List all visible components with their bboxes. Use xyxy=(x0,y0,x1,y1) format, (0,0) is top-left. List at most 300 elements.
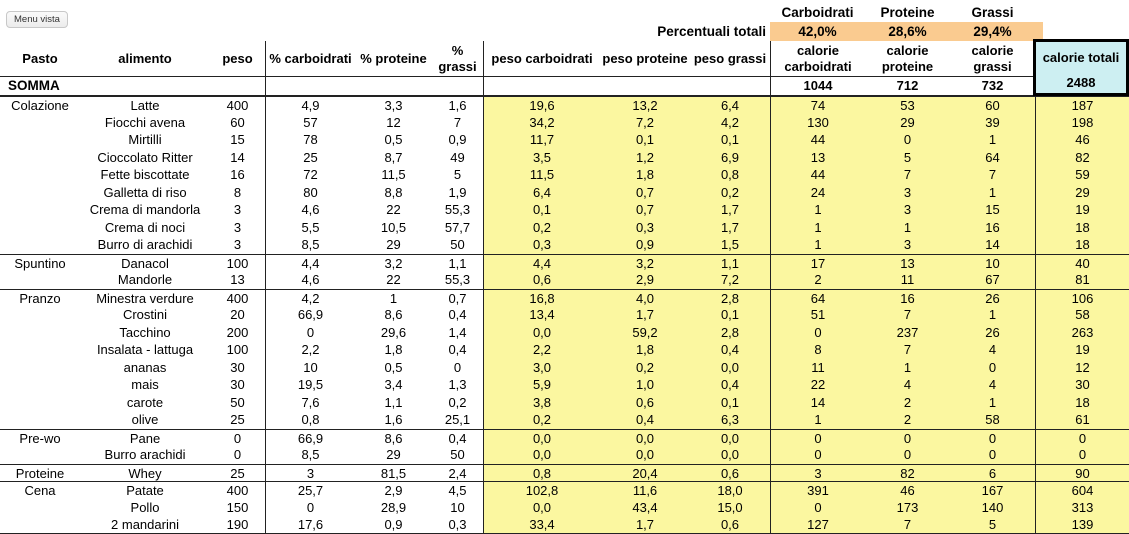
cell-r9-calorie-totali[interactable]: 18 xyxy=(1035,236,1129,254)
cell-r9-peso-grassi[interactable]: 1,5 xyxy=(690,236,770,254)
cell-r11-peso-proteine[interactable]: 2,9 xyxy=(600,271,690,289)
cell-r22-pct-carboidrati[interactable]: 3 xyxy=(265,464,355,482)
cell-r22-peso[interactable]: 25 xyxy=(210,464,265,482)
cell-r2-alimento[interactable]: Fiocchi avena xyxy=(104,114,186,130)
cell-r5-pct-carboidrati[interactable]: 72 xyxy=(265,166,355,184)
cell-r1-peso-grassi[interactable]: 6,4 xyxy=(690,96,770,114)
cell-r18-pasto[interactable] xyxy=(0,394,80,412)
cell-r18-pct-proteine[interactable]: 1,1 xyxy=(384,394,403,410)
cell-r18-pct-grassi[interactable]: 0,2 xyxy=(448,394,467,410)
cell-r7-peso-proteine[interactable]: 0,7 xyxy=(600,201,690,219)
cell-r15-calorie-proteine[interactable]: 7 xyxy=(865,341,950,359)
somma-calorie-carboidrati[interactable]: 1044 xyxy=(770,77,865,96)
cell-r20-pasto[interactable]: Pre-wo xyxy=(0,429,80,447)
cell-r12-pct-proteine[interactable]: 1 xyxy=(355,289,432,307)
cell-r16-pasto[interactable] xyxy=(0,359,80,377)
cell-r22-pct-proteine[interactable]: 81,5 xyxy=(355,464,432,482)
cell-r14-pct-grassi[interactable]: 1,4 xyxy=(448,324,467,340)
cell-r3-calorie-totali[interactable]: 46 xyxy=(1035,131,1129,149)
cell-r13-pct-grassi[interactable]: 0,4 xyxy=(448,307,467,323)
col-header-peso[interactable]: peso xyxy=(210,41,265,77)
cell-r11-pct-grassi[interactable]: 55,3 xyxy=(444,272,471,288)
cell-r5-pasto[interactable] xyxy=(0,166,80,184)
somma-calorie-proteine[interactable]: 712 xyxy=(865,77,950,96)
cell-r21-pct-grassi[interactable]: 50 xyxy=(450,447,465,463)
col-header-pct-carboidrati[interactable]: % carboidrati xyxy=(265,41,355,77)
cell-r21-pct-proteine[interactable]: 29 xyxy=(386,447,401,463)
cell-r8-calorie-proteine[interactable]: 1 xyxy=(865,219,950,237)
cell-r12-calorie-totali[interactable]: 106 xyxy=(1035,289,1129,307)
col-header-peso-proteine[interactable]: peso proteine xyxy=(600,41,690,77)
cell-r2-peso-carboidrati[interactable]: 34,2 xyxy=(483,114,600,132)
cell-r20-alimento[interactable]: Pane xyxy=(80,429,210,447)
cell-r5-pct-proteine[interactable]: 11,5 xyxy=(381,167,406,183)
cell-r23-peso-carboidrati[interactable]: 102,8 xyxy=(483,481,600,499)
cell-r11-pct-carboidrati[interactable]: 4,6 xyxy=(265,271,355,289)
cell-r17-peso-grassi[interactable]: 0,4 xyxy=(690,376,770,394)
cell-r2-pct-carboidrati[interactable]: 57 xyxy=(265,114,355,132)
cell-r12-calorie-grassi[interactable]: 26 xyxy=(950,289,1035,307)
cell-r13-pct-carboidrati[interactable]: 66,9 xyxy=(265,306,355,324)
cell-r14-pct-proteine[interactable]: 29,6 xyxy=(380,324,407,340)
cell-r8-pct-grassi[interactable]: 57,7 xyxy=(444,219,471,235)
cell-r9-calorie-grassi[interactable]: 14 xyxy=(950,236,1035,254)
cell-r21-peso-grassi[interactable]: 0,0 xyxy=(690,446,770,464)
cell-r12-pct-carboidrati[interactable]: 4,2 xyxy=(265,289,355,307)
cell-r5-peso-proteine[interactable]: 1,8 xyxy=(600,166,690,184)
cell-r10-pasto[interactable]: Spuntino xyxy=(0,254,80,272)
cell-r15-pasto[interactable] xyxy=(0,341,80,359)
cell-r2-pct-grassi[interactable]: 7 xyxy=(453,114,462,130)
cell-r10-pct-proteine[interactable]: 3,2 xyxy=(355,254,432,272)
cell-r7-calorie-grassi[interactable]: 15 xyxy=(950,201,1035,219)
cell-r9-pct-grassi[interactable]: 50 xyxy=(450,237,465,253)
col-header-pasto[interactable]: Pasto xyxy=(0,41,80,77)
cell-r23-pct-carboidrati[interactable]: 25,7 xyxy=(265,481,355,499)
cell-r13-peso-proteine[interactable]: 1,7 xyxy=(600,306,690,324)
cell-r18-calorie-totali[interactable]: 18 xyxy=(1035,394,1129,412)
cell-r14-pct-carboidrati[interactable]: 0 xyxy=(265,324,355,342)
cell-r23-calorie-totali[interactable]: 604 xyxy=(1035,481,1129,499)
cell-r11-peso-carboidrati[interactable]: 0,6 xyxy=(483,271,600,289)
cell-r1-peso-proteine[interactable]: 13,2 xyxy=(600,96,690,114)
cell-r18-calorie-proteine[interactable]: 2 xyxy=(865,394,950,412)
cell-r11-calorie-totali[interactable]: 81 xyxy=(1035,271,1129,289)
cell-r11-pasto[interactable] xyxy=(0,271,80,289)
cell-r8-peso-grassi[interactable]: 1,7 xyxy=(690,219,770,237)
cell-r20-peso-proteine[interactable]: 0,0 xyxy=(600,429,690,447)
cell-r11-peso-grassi[interactable]: 7,2 xyxy=(690,271,770,289)
cell-r15-pct-proteine[interactable]: 1,8 xyxy=(384,342,403,358)
cell-r9-pct-carboidrati[interactable]: 8,5 xyxy=(265,236,355,254)
cell-r22-calorie-carboidrati[interactable]: 3 xyxy=(770,464,865,482)
cell-r4-peso-carboidrati[interactable]: 3,5 xyxy=(483,149,600,167)
cell-r6-calorie-proteine[interactable]: 3 xyxy=(865,184,950,202)
cell-r22-alimento[interactable]: Whey xyxy=(80,464,210,482)
cell-r14-pasto[interactable] xyxy=(0,324,80,342)
cell-r2-pasto[interactable] xyxy=(0,114,80,132)
cell-r21-alimento[interactable]: Burro arachidi xyxy=(104,447,186,463)
cell-r25-alimento[interactable]: 2 mandarini xyxy=(80,516,210,534)
cell-r10-pct-carboidrati[interactable]: 4,4 xyxy=(265,254,355,272)
cell-r21-pasto[interactable] xyxy=(0,446,80,464)
cell-r18-peso-carboidrati[interactable]: 3,8 xyxy=(483,394,600,412)
cell-r17-peso-carboidrati[interactable]: 5,9 xyxy=(483,376,600,394)
cell-r10-calorie-carboidrati[interactable]: 17 xyxy=(770,254,865,272)
cell-r19-calorie-totali[interactable]: 61 xyxy=(1035,411,1129,429)
cell-r2-peso[interactable]: 60 xyxy=(230,114,245,130)
cell-r14-calorie-carboidrati[interactable]: 0 xyxy=(770,324,865,342)
cell-r4-calorie-totali[interactable]: 82 xyxy=(1035,149,1129,167)
cell-r10-peso-grassi[interactable]: 1,1 xyxy=(690,254,770,272)
cell-r11-calorie-carboidrati[interactable]: 2 xyxy=(770,271,865,289)
cell-r6-calorie-totali[interactable]: 29 xyxy=(1035,184,1129,202)
cell-r16-pct-grassi[interactable]: 0 xyxy=(453,359,462,375)
cell-r12-alimento[interactable]: Minestra verdure xyxy=(80,289,210,307)
cell-r18-calorie-grassi[interactable]: 1 xyxy=(950,394,1035,412)
cell-r11-pct-proteine[interactable]: 22 xyxy=(386,272,401,288)
cell-r5-peso-grassi[interactable]: 0,8 xyxy=(690,166,770,184)
cell-r22-peso-carboidrati[interactable]: 0,8 xyxy=(483,464,600,482)
cell-r1-peso-carboidrati[interactable]: 19,6 xyxy=(483,96,600,114)
cell-r25-peso-carboidrati[interactable]: 33,4 xyxy=(483,516,600,534)
cell-r7-pct-carboidrati[interactable]: 4,6 xyxy=(265,201,355,219)
cell-r16-peso[interactable]: 30 xyxy=(230,359,245,375)
cell-r3-calorie-proteine[interactable]: 0 xyxy=(865,131,950,149)
cell-r22-pct-grassi[interactable]: 2,4 xyxy=(432,464,483,482)
cell-r18-alimento[interactable]: carote xyxy=(126,394,164,410)
cell-r23-alimento[interactable]: Patate xyxy=(80,481,210,499)
cell-r18-pct-carboidrati[interactable]: 7,6 xyxy=(265,394,355,412)
cell-r18-peso-grassi[interactable]: 0,1 xyxy=(690,394,770,412)
cell-r19-alimento[interactable]: olive xyxy=(131,412,159,428)
cell-r1-calorie-grassi[interactable]: 60 xyxy=(950,96,1035,114)
cell-r20-calorie-totali[interactable]: 0 xyxy=(1035,429,1129,447)
cell-r7-peso[interactable]: 3 xyxy=(233,202,242,218)
cell-r13-peso-grassi[interactable]: 0,1 xyxy=(690,306,770,324)
cell-r2-peso-grassi[interactable]: 4,2 xyxy=(690,114,770,132)
cell-r23-peso[interactable]: 400 xyxy=(210,481,265,499)
cell-r9-alimento[interactable]: Burro di arachidi xyxy=(97,237,193,253)
cell-r23-pasto[interactable]: Cena xyxy=(0,481,80,499)
cell-r24-calorie-totali[interactable]: 313 xyxy=(1035,499,1129,517)
cell-r5-calorie-totali[interactable]: 59 xyxy=(1035,166,1129,184)
cell-r21-calorie-carboidrati[interactable]: 0 xyxy=(770,446,865,464)
cell-r25-calorie-proteine[interactable]: 7 xyxy=(865,516,950,534)
cell-r25-calorie-carboidrati[interactable]: 127 xyxy=(770,516,865,534)
cell-r1-alimento[interactable]: Latte xyxy=(80,96,210,114)
somma-calorie-grassi[interactable]: 732 xyxy=(950,77,1035,96)
cell-r20-calorie-carboidrati[interactable]: 0 xyxy=(770,429,865,447)
cell-r21-pct-carboidrati[interactable]: 8,5 xyxy=(265,446,355,464)
cell-r11-peso[interactable]: 13 xyxy=(230,272,245,288)
cell-r1-peso[interactable]: 400 xyxy=(210,96,265,114)
cell-r14-peso[interactable]: 200 xyxy=(226,324,249,340)
cell-r6-calorie-carboidrati[interactable]: 24 xyxy=(770,184,865,202)
cell-r17-peso[interactable]: 30 xyxy=(230,377,245,393)
cell-r8-pct-proteine[interactable]: 10,5 xyxy=(380,219,407,235)
cell-r3-pct-carboidrati[interactable]: 78 xyxy=(265,131,355,149)
cell-r24-pasto[interactable] xyxy=(0,499,80,517)
cell-r22-peso-proteine[interactable]: 20,4 xyxy=(600,464,690,482)
cell-r2-calorie-grassi[interactable]: 39 xyxy=(950,114,1035,132)
cell-r21-peso-proteine[interactable]: 0,0 xyxy=(600,446,690,464)
cell-r20-calorie-proteine[interactable]: 0 xyxy=(865,429,950,447)
cell-r5-peso[interactable]: 16 xyxy=(230,167,245,183)
cell-r15-peso-carboidrati[interactable]: 2,2 xyxy=(483,341,600,359)
cell-r25-peso-proteine[interactable]: 1,7 xyxy=(600,516,690,534)
cell-r19-peso[interactable]: 25 xyxy=(230,412,245,428)
percent-carboidrati-value[interactable]: 42,0% xyxy=(798,24,837,39)
cell-r24-peso-grassi[interactable]: 15,0 xyxy=(690,499,770,517)
cell-r3-peso[interactable]: 15 xyxy=(230,132,245,148)
cell-r4-calorie-proteine[interactable]: 5 xyxy=(865,149,950,167)
cell-r17-calorie-proteine[interactable]: 4 xyxy=(865,376,950,394)
cell-r12-calorie-proteine[interactable]: 16 xyxy=(865,289,950,307)
cell-r15-alimento[interactable]: Insalata - lattuga xyxy=(96,342,194,358)
cell-r16-peso-carboidrati[interactable]: 3,0 xyxy=(483,359,600,377)
cell-r22-pasto[interactable]: Proteine xyxy=(0,464,80,482)
cell-r25-calorie-totali[interactable]: 139 xyxy=(1035,516,1129,534)
cell-r13-peso[interactable]: 20 xyxy=(230,307,245,323)
cell-r11-calorie-proteine[interactable]: 11 xyxy=(865,271,950,289)
cell-r9-calorie-proteine[interactable]: 3 xyxy=(865,236,950,254)
cell-r12-calorie-carboidrati[interactable]: 64 xyxy=(770,289,865,307)
cell-r6-peso-proteine[interactable]: 0,7 xyxy=(600,184,690,202)
cell-r23-pct-grassi[interactable]: 4,5 xyxy=(432,481,483,499)
cell-r12-pct-grassi[interactable]: 0,7 xyxy=(432,289,483,307)
cell-r3-peso-carboidrati[interactable]: 11,7 xyxy=(483,131,600,149)
cell-r25-peso-grassi[interactable]: 0,6 xyxy=(690,516,770,534)
cell-r4-pasto[interactable] xyxy=(0,149,80,167)
cell-r24-alimento[interactable]: Pollo xyxy=(130,499,160,515)
cell-r22-calorie-proteine[interactable]: 82 xyxy=(865,464,950,482)
cell-r3-pct-grassi[interactable]: 0,9 xyxy=(448,132,467,148)
cell-r15-peso-proteine[interactable]: 1,8 xyxy=(600,341,690,359)
cell-r3-peso-grassi[interactable]: 0,1 xyxy=(690,131,770,149)
cell-r5-calorie-proteine[interactable]: 7 xyxy=(865,166,950,184)
col-header-calorie-carboidrati[interactable]: calorie carboidrati xyxy=(770,41,865,77)
cell-r10-peso-carboidrati[interactable]: 4,4 xyxy=(483,254,600,272)
cell-r10-peso[interactable]: 100 xyxy=(210,254,265,272)
cell-r1-pct-grassi[interactable]: 1,6 xyxy=(432,96,483,114)
cell-r5-peso-carboidrati[interactable]: 11,5 xyxy=(483,166,600,184)
cell-r6-pct-proteine[interactable]: 8,8 xyxy=(384,184,403,200)
cell-r2-pct-proteine[interactable]: 12 xyxy=(386,114,401,130)
cell-r4-calorie-grassi[interactable]: 64 xyxy=(950,149,1035,167)
cell-r7-calorie-totali[interactable]: 19 xyxy=(1035,201,1129,219)
cell-r8-alimento[interactable]: Crema di noci xyxy=(104,219,186,235)
cell-r25-pasto[interactable] xyxy=(0,516,80,534)
cell-r9-peso-carboidrati[interactable]: 0,3 xyxy=(483,236,600,254)
cell-r24-peso[interactable]: 150 xyxy=(226,499,249,515)
cell-r24-peso-proteine[interactable]: 43,4 xyxy=(600,499,690,517)
macro-label-carboidrati[interactable]: Carboidrati xyxy=(781,5,854,20)
cell-r14-calorie-totali[interactable]: 263 xyxy=(1035,324,1129,342)
cell-r3-pasto[interactable] xyxy=(0,131,80,149)
cell-r8-peso[interactable]: 3 xyxy=(233,219,242,235)
cell-r21-calorie-totali[interactable]: 0 xyxy=(1035,446,1129,464)
cell-r5-alimento[interactable]: Fette biscottate xyxy=(100,167,190,183)
cell-r24-calorie-proteine[interactable]: 173 xyxy=(865,499,950,517)
cell-r24-pct-carboidrati[interactable]: 0 xyxy=(265,499,355,517)
cell-r19-pasto[interactable] xyxy=(0,411,80,429)
cell-r9-calorie-carboidrati[interactable]: 1 xyxy=(770,236,865,254)
cell-r3-pct-proteine[interactable]: 0,5 xyxy=(384,132,403,148)
cell-r10-peso-proteine[interactable]: 3,2 xyxy=(600,254,690,272)
col-header-peso-grassi[interactable]: peso grassi xyxy=(690,41,770,77)
cell-r25-calorie-grassi[interactable]: 5 xyxy=(950,516,1035,534)
cell-r17-calorie-grassi[interactable]: 4 xyxy=(950,376,1035,394)
cell-r23-calorie-carboidrati[interactable]: 391 xyxy=(770,481,865,499)
cell-r14-peso-grassi[interactable]: 2,8 xyxy=(690,324,770,342)
cell-r23-calorie-proteine[interactable]: 46 xyxy=(865,481,950,499)
cell-r22-calorie-totali[interactable]: 90 xyxy=(1035,464,1129,482)
cell-r13-alimento[interactable]: Crostini xyxy=(122,307,168,323)
cell-r24-calorie-carboidrati[interactable]: 0 xyxy=(770,499,865,517)
cell-r25-pct-carboidrati[interactable]: 17,6 xyxy=(265,516,355,534)
somma-label[interactable]: SOMMA xyxy=(0,77,80,96)
cell-r4-alimento[interactable]: Cioccolato Ritter xyxy=(97,149,193,165)
cell-r6-pct-carboidrati[interactable]: 80 xyxy=(265,184,355,202)
col-header-pct-proteine[interactable]: % proteine xyxy=(355,41,432,77)
percent-proteine-value[interactable]: 28,6% xyxy=(888,24,927,39)
cell-r12-peso[interactable]: 400 xyxy=(210,289,265,307)
cell-r24-calorie-grassi[interactable]: 140 xyxy=(950,499,1035,517)
cell-r16-calorie-proteine[interactable]: 1 xyxy=(865,359,950,377)
cell-r6-pct-grassi[interactable]: 1,9 xyxy=(448,184,467,200)
cell-r13-calorie-carboidrati[interactable]: 51 xyxy=(770,306,865,324)
cell-r19-calorie-carboidrati[interactable]: 1 xyxy=(770,411,865,429)
macro-label-proteine[interactable]: Proteine xyxy=(880,5,935,20)
cell-r16-pct-carboidrati[interactable]: 10 xyxy=(265,359,355,377)
cell-r2-calorie-carboidrati[interactable]: 130 xyxy=(770,114,865,132)
cell-r22-peso-grassi[interactable]: 0,6 xyxy=(690,464,770,482)
cell-r20-pct-carboidrati[interactable]: 66,9 xyxy=(265,429,355,447)
cell-r6-pasto[interactable] xyxy=(0,184,80,202)
col-header-peso-carboidrati[interactable]: peso carboidrati xyxy=(483,41,600,77)
cell-r6-peso-grassi[interactable]: 0,2 xyxy=(690,184,770,202)
cell-r20-peso[interactable]: 0 xyxy=(210,429,265,447)
col-header-alimento[interactable]: alimento xyxy=(80,41,210,77)
macro-label-grassi[interactable]: Grassi xyxy=(971,5,1014,20)
cell-r18-peso-proteine[interactable]: 0,6 xyxy=(600,394,690,412)
cell-r17-pct-proteine[interactable]: 3,4 xyxy=(384,377,403,393)
col-header-calorie-proteine[interactable]: calorie proteine xyxy=(865,41,950,77)
cell-r6-peso[interactable]: 8 xyxy=(233,184,242,200)
cell-r5-calorie-grassi[interactable]: 7 xyxy=(950,166,1035,184)
cell-r24-peso-carboidrati[interactable]: 0,0 xyxy=(483,499,600,517)
cell-r20-peso-grassi[interactable]: 0,0 xyxy=(690,429,770,447)
cell-r6-peso-carboidrati[interactable]: 6,4 xyxy=(483,184,600,202)
cell-r13-calorie-proteine[interactable]: 7 xyxy=(865,306,950,324)
cell-r7-alimento[interactable]: Crema di mandorla xyxy=(89,202,201,218)
col-header-calorie-grassi[interactable]: calorie grassi xyxy=(950,41,1035,77)
cell-r1-pct-carboidrati[interactable]: 4,9 xyxy=(265,96,355,114)
cell-r13-calorie-totali[interactable]: 58 xyxy=(1035,306,1129,324)
cell-r17-pasto[interactable] xyxy=(0,376,80,394)
cell-r21-peso-carboidrati[interactable]: 0,0 xyxy=(483,446,600,464)
cell-r15-calorie-carboidrati[interactable]: 8 xyxy=(770,341,865,359)
cell-r25-peso[interactable]: 190 xyxy=(210,516,265,534)
cell-r15-calorie-totali[interactable]: 19 xyxy=(1035,341,1129,359)
cell-r18-calorie-carboidrati[interactable]: 14 xyxy=(770,394,865,412)
cell-r20-calorie-grassi[interactable]: 0 xyxy=(950,429,1035,447)
cell-r8-calorie-carboidrati[interactable]: 1 xyxy=(770,219,865,237)
cell-r21-calorie-grassi[interactable]: 0 xyxy=(950,446,1035,464)
cell-r9-pct-proteine[interactable]: 29 xyxy=(386,237,401,253)
cell-r23-calorie-grassi[interactable]: 167 xyxy=(950,481,1035,499)
cell-r13-calorie-grassi[interactable]: 1 xyxy=(950,306,1035,324)
cell-r6-alimento[interactable]: Galletta di riso xyxy=(103,184,187,200)
cell-r15-pct-grassi[interactable]: 0,4 xyxy=(448,342,467,358)
cell-r7-peso-grassi[interactable]: 1,7 xyxy=(690,201,770,219)
cell-r10-calorie-proteine[interactable]: 13 xyxy=(865,254,950,272)
cell-r23-peso-proteine[interactable]: 11,6 xyxy=(600,481,690,499)
cell-r12-peso-grassi[interactable]: 2,8 xyxy=(690,289,770,307)
cell-r12-peso-carboidrati[interactable]: 16,8 xyxy=(483,289,600,307)
cell-r1-calorie-proteine[interactable]: 53 xyxy=(865,96,950,114)
cell-r3-peso-proteine[interactable]: 0,1 xyxy=(600,131,690,149)
cell-r8-pasto[interactable] xyxy=(0,219,80,237)
cell-r22-calorie-grassi[interactable]: 6 xyxy=(950,464,1035,482)
cell-r20-pct-grassi[interactable]: 0,4 xyxy=(432,429,483,447)
cell-r17-alimento[interactable]: mais xyxy=(131,377,159,393)
cell-r10-calorie-totali[interactable]: 40 xyxy=(1035,254,1129,272)
cell-r7-pct-proteine[interactable]: 22 xyxy=(386,202,401,218)
cell-r8-calorie-totali[interactable]: 18 xyxy=(1035,219,1129,237)
cell-r8-peso-proteine[interactable]: 0,3 xyxy=(600,219,690,237)
cell-r7-peso-carboidrati[interactable]: 0,1 xyxy=(483,201,600,219)
cell-r15-pct-carboidrati[interactable]: 2,2 xyxy=(265,341,355,359)
cell-r16-calorie-totali[interactable]: 12 xyxy=(1035,359,1129,377)
cell-r7-pasto[interactable] xyxy=(0,201,80,219)
cell-r19-peso-proteine[interactable]: 0,4 xyxy=(600,411,690,429)
cell-r21-calorie-proteine[interactable]: 0 xyxy=(865,446,950,464)
cell-r16-calorie-grassi[interactable]: 0 xyxy=(950,359,1035,377)
cell-r21-peso[interactable]: 0 xyxy=(233,447,242,463)
cell-r11-alimento[interactable]: Mandorle xyxy=(117,272,173,288)
cell-r23-pct-proteine[interactable]: 2,9 xyxy=(355,481,432,499)
cell-r9-peso[interactable]: 3 xyxy=(233,237,242,253)
cell-r17-peso-proteine[interactable]: 1,0 xyxy=(600,376,690,394)
cell-r23-peso-grassi[interactable]: 18,0 xyxy=(690,481,770,499)
cell-r15-peso[interactable]: 100 xyxy=(226,342,249,358)
cell-r19-calorie-grassi[interactable]: 58 xyxy=(950,411,1035,429)
cell-r3-calorie-grassi[interactable]: 1 xyxy=(950,131,1035,149)
cell-r18-peso[interactable]: 50 xyxy=(230,394,245,410)
cell-r17-pct-grassi[interactable]: 1,3 xyxy=(448,377,467,393)
cell-r14-alimento[interactable]: Tacchino xyxy=(119,324,171,340)
cell-r4-pct-grassi[interactable]: 49 xyxy=(450,149,465,165)
cell-r12-pasto[interactable]: Pranzo xyxy=(0,289,80,307)
cell-r1-calorie-carboidrati[interactable]: 74 xyxy=(770,96,865,114)
cell-r2-calorie-totali[interactable]: 198 xyxy=(1035,114,1129,132)
cell-r16-calorie-carboidrati[interactable]: 11 xyxy=(770,359,865,377)
cell-r5-calorie-carboidrati[interactable]: 44 xyxy=(770,166,865,184)
cell-r10-pct-grassi[interactable]: 1,1 xyxy=(432,254,483,272)
cell-r4-pct-carboidrati[interactable]: 25 xyxy=(265,149,355,167)
cell-r10-calorie-grassi[interactable]: 10 xyxy=(950,254,1035,272)
cell-r5-pct-grassi[interactable]: 5 xyxy=(453,167,462,183)
cell-r17-calorie-totali[interactable]: 30 xyxy=(1035,376,1129,394)
cell-r13-pasto[interactable] xyxy=(0,306,80,324)
cell-r4-peso[interactable]: 14 xyxy=(230,149,245,165)
cell-r20-pct-proteine[interactable]: 8,6 xyxy=(355,429,432,447)
cell-r24-pct-grassi[interactable]: 10 xyxy=(450,499,465,515)
cell-r13-pct-proteine[interactable]: 8,6 xyxy=(384,307,403,323)
cell-r19-pct-proteine[interactable]: 1,6 xyxy=(384,412,403,428)
